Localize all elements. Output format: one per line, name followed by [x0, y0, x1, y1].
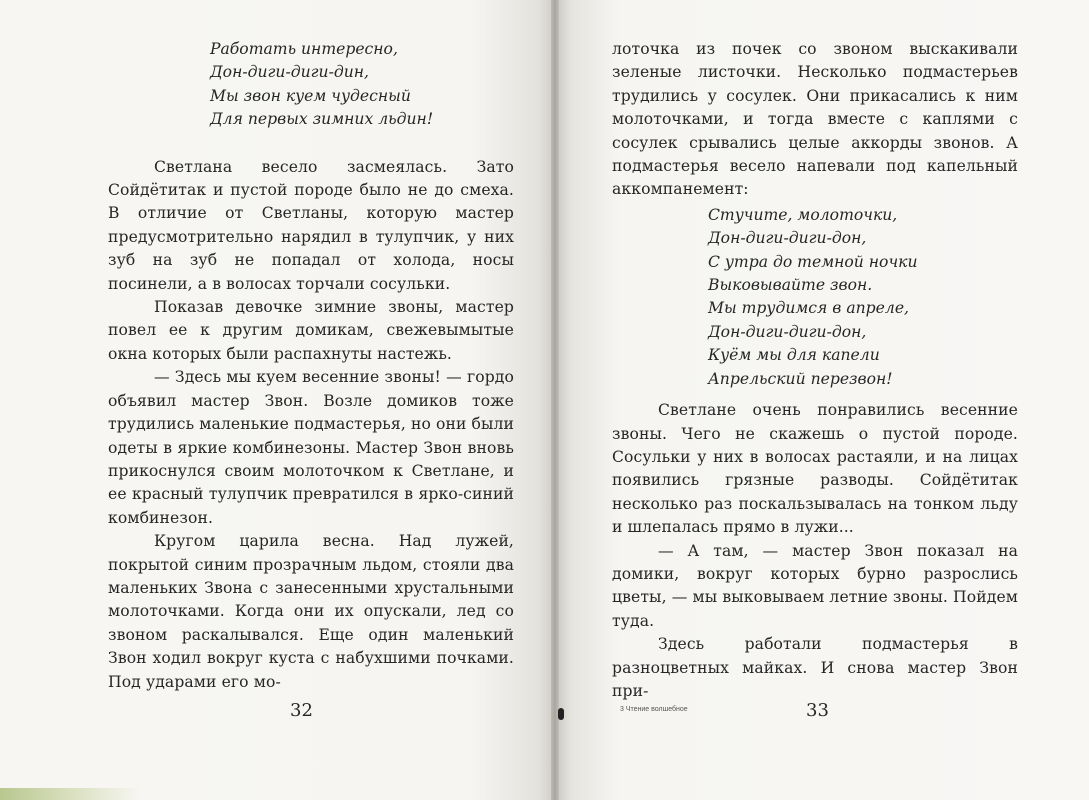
- verse-line: Стучите, молоточки,: [708, 205, 898, 224]
- paragraph: — А там, — мастер Звон показал на домики, вокруг которых бурно разрослись цветы, — мы выковываем летние звоны. Пойдем туда.: [612, 541, 1018, 630]
- signature-footer-note: 3 Чтение волшебное: [620, 706, 688, 713]
- verse-line: Для первых зимних льдин!: [210, 110, 434, 129]
- left-verse: [210, 38, 514, 132]
- verse-line: Работать интересно,: [210, 40, 398, 58]
- verse-line: С утра до темной ночки: [708, 252, 918, 271]
- verse-line: Мы трудимся в апреле,: [708, 299, 910, 318]
- scan-corner-artifact: [0, 788, 140, 800]
- left-page-text: [108, 38, 514, 694]
- paragraph: Кругом царила весна. Над лужей, покрытой синим прозрачным льдом, стояли два маленьких Звона с занесенными хрустальными молоточками. Когда они их опускали, лед со звоном раскалывался. Еще один маленький Звон ходил вокруг куста с набухшими почками. Под ударами его мо-: [108, 532, 514, 691]
- book-gutter: [551, 0, 559, 800]
- verse-line: Мы звон куем чудесный: [210, 86, 411, 105]
- scan-mark: [558, 708, 564, 720]
- verse-line: Куём мы для капели: [708, 346, 880, 365]
- paragraph: Светлана весело засмеялась. Зато Сойдётитак и пустой породе было не до смеха. В отличие от Светланы, которую мастер предусмотрительно нарядил в тулупчик, у них зуб на зуб не попадал от холода, носы посинели, а в волосах торчали сосульки.: [108, 157, 514, 293]
- paragraph: Показав девочке зимние звоны, мастер повел ее к другим домикам, свежевымытые окна которых были распахнуты настежь.: [108, 298, 514, 363]
- page-number-right: 33: [806, 700, 829, 721]
- paragraph: Здесь работали подмастерья в разноцветных майках. И снова мастер Звон при-: [612, 635, 1018, 700]
- paragraph: — Здесь мы куем весенние звоны! — гордо объявил мастер Звон. Возле домиков тоже трудились маленькие подмастерья, но они были одеты в яркие комбинезоны. Мастер Звон вновь прикоснулся своим молоточком к Светлане, и ее красный тулупчик превратился в ярко-синий комбинезон.: [108, 368, 515, 527]
- right-verse: [708, 204, 1018, 391]
- verse-line: Дон-диги-диги-дин,: [210, 63, 369, 82]
- verse-line: Дон-диги-диги-дон,: [708, 322, 867, 341]
- paragraph: Светлане очень понравились весенние звоны. Чего не скажешь о пустой породе. Сосульки у них в волосах растаяли, и на лицах появились грязные разводы. Сойдётитак несколько раз поскальзывалась на тонком льду и шлепалась прямо в лужи...: [612, 401, 1018, 537]
- page-number-left: 32: [290, 700, 313, 721]
- verse-line: Выковывайте звон.: [708, 276, 873, 295]
- right-page-text: [612, 38, 1018, 703]
- verse-line: Апрельский перезвон!: [708, 369, 893, 388]
- paragraph: лоточка из почек со звоном выскакивали зеленые листочки. Несколько подмастерьев трудились у сосулек. Они прикасались к ним молоточками, и тогда вместе с каплями с сосулек срывались целые аккорды звонов. А подмастерья весело напевали под капельный аккомпанемент:: [612, 40, 1018, 199]
- verse-line: Дон-диги-диги-дон,: [708, 229, 867, 248]
